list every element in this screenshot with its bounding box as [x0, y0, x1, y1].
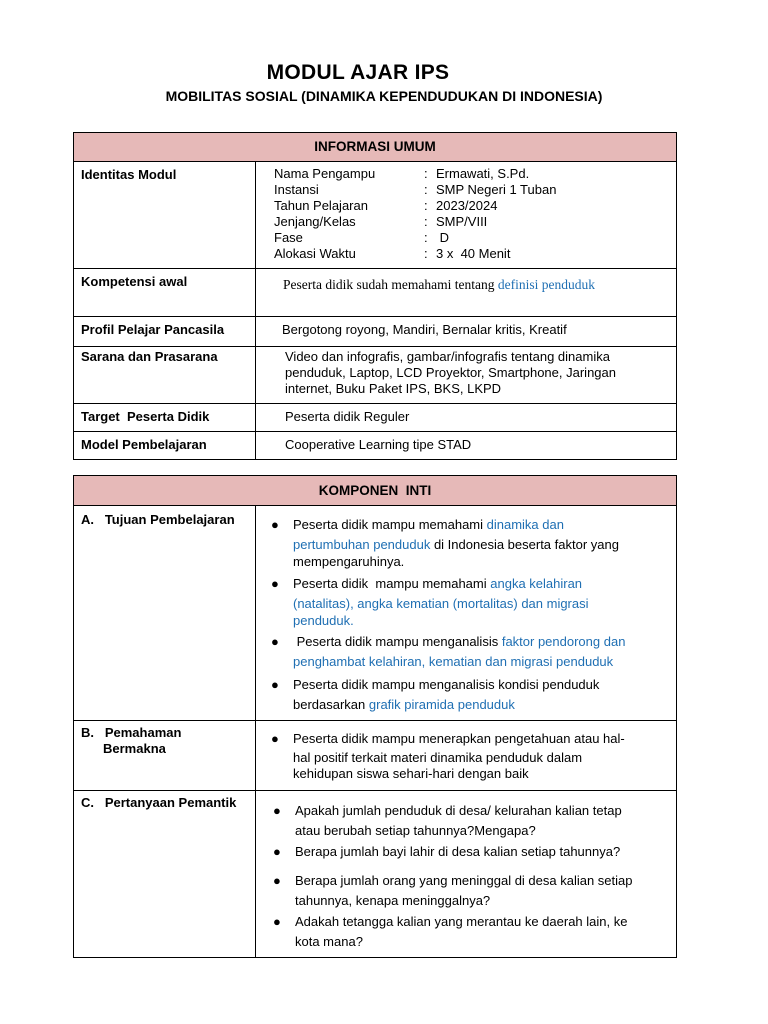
tujuan-text: Peserta didik mampu menganalisis kondisi penduduk [293, 677, 600, 692]
model-value: Cooperative Learning tipe STAD [285, 437, 472, 452]
informasi-umum-table [73, 132, 677, 460]
document-subtitle: MOBILITAS SOSIAL (DINAMIKA KEPENDUDUKAN DI INDONESIA) [165, 88, 603, 104]
tujuan-item [271, 515, 673, 570]
identitas-value: D [436, 230, 449, 245]
identitas-key: Alokasi Waktu [274, 246, 356, 261]
tujuan-item [271, 675, 673, 715]
pemahaman-label-line: Bermakna [103, 741, 166, 756]
pemantik-line: Adakah tetangga kalian yang merantau ke daerah lain, ke [295, 914, 628, 929]
identitas-key: Instansi [274, 182, 319, 197]
pemantik-item [273, 801, 675, 840]
komponen-inti-heading: KOMPONEN INTI [74, 476, 676, 506]
profil-value: Bergotong royong, Mandiri, Bernalar kritis, Kreatif [282, 322, 567, 337]
pemantik-line: Apakah jumlah penduduk di desa/ kelurahan kalian tetap [295, 803, 622, 818]
identitas-key: Fase [274, 230, 303, 245]
bullet-icon: ● [271, 731, 279, 746]
pemantik-line: atau berubah setiap tahunnya?Mengapa? [295, 822, 536, 838]
identitas-key: Nama Pengampu [274, 166, 376, 181]
tujuan-highlight: penghambat kelahiran, kematian dan migrasi penduduk [293, 653, 614, 669]
sarana-value [285, 349, 616, 397]
tujuan-highlight: grafik piramida penduduk [368, 696, 515, 712]
tujuan-text: Peserta didik mampu memahami [293, 517, 487, 532]
pemahaman-line: hal positif terkait materi dinamika penduduk dalam [293, 749, 583, 765]
bullet-icon: ● [273, 873, 281, 888]
sarana-line: internet, Buku Paket IPS, BKS, LKPD [285, 381, 502, 396]
pemahaman-line: kehidupan siswa sehari-hari dengan baik [293, 765, 529, 781]
profil-label: Profil Pelajar Pancasila [81, 322, 225, 337]
tujuan-text: Peserta didik mampu menganalisis [293, 634, 502, 649]
kompetensi-link: definisi penduduk [497, 277, 595, 292]
tujuan-highlight: dinamika dan [486, 517, 564, 532]
pemantik-line: Berapa jumlah orang yang meninggal di desa kalian setiap [295, 873, 633, 888]
identitas-sep: : [424, 182, 428, 197]
tujuan-label: A. Tujuan Pembelajaran [81, 512, 235, 527]
identitas-key: Tahun Pelajaran [274, 198, 368, 213]
pemahaman-item [271, 729, 673, 782]
bullet-icon: ● [271, 517, 279, 532]
tujuan-highlight: faktor pendorong dan [501, 634, 626, 649]
identitas-sep: : [424, 230, 428, 245]
bullet-icon: ● [273, 844, 281, 859]
sarana-line: penduduk, Laptop, LCD Proyektor, Smartphone, Jaringan [285, 365, 616, 380]
tujuan-text: di Indonesia beserta faktor yang [430, 536, 619, 552]
tujuan-text: berdasarkan [293, 696, 369, 712]
sarana-line: Video dan infografis, gambar/infografis tentang dinamika [285, 349, 610, 364]
target-value: Peserta didik Reguler [285, 409, 410, 424]
kompetensi-value [283, 277, 595, 293]
tujuan-text: mempengaruhinya. [293, 553, 405, 569]
identitas-details [274, 166, 664, 266]
bullet-icon: ● [273, 803, 281, 818]
identitas-value: 2023/2024 [436, 198, 498, 213]
pemantik-label: C. Pertanyaan Pemantik [81, 795, 237, 810]
informasi-umum-heading: INFORMASI UMUM [74, 133, 676, 162]
tujuan-highlight: angka kelahiran [490, 576, 583, 591]
bullet-icon: ● [271, 677, 279, 692]
sarana-label: Sarana dan Prasarana [81, 349, 218, 364]
pemahaman-label-line: B. Pemahaman [81, 725, 182, 740]
pemahaman-line: Peserta didik mampu menerapkan pengetahuan atau hal- [293, 731, 625, 746]
identitas-value: Ermawati, S.Pd. [436, 166, 530, 181]
tujuan-highlight: pertumbuhan penduduk [293, 536, 431, 552]
tujuan-item [271, 574, 673, 629]
identitas-value: 3 x 40 Menit [436, 246, 511, 261]
tujuan-highlight: penduduk. [293, 612, 354, 628]
bullet-icon: ● [273, 914, 281, 929]
tujuan-text: Peserta didik mampu memahami [293, 576, 491, 591]
identitas-value: SMP/VIII [436, 214, 488, 229]
identitas-sep: : [424, 246, 428, 261]
tujuan-item [271, 632, 673, 672]
identitas-sep: : [424, 214, 428, 229]
pemantik-item [273, 871, 675, 910]
pemantik-line: Berapa jumlah bayi lahir di desa kalian setiap tahunnya? [295, 844, 621, 859]
komponen-inti-table [73, 475, 677, 958]
identitas-key: Jenjang/Kelas [274, 214, 356, 229]
tujuan-highlight: (natalitas), angka kematian (mortalitas) dan migrasi [293, 595, 589, 611]
identitas-value: SMP Negeri 1 Tuban [436, 182, 557, 197]
pemantik-item [273, 912, 675, 951]
identitas-label: Identitas Modul [81, 167, 177, 182]
identitas-sep: : [424, 198, 428, 213]
pemahaman-label [81, 725, 181, 757]
pemantik-item [273, 842, 675, 862]
pemantik-line: tahunnya, kenapa meninggalnya? [295, 892, 491, 908]
bullet-icon: ● [271, 576, 279, 591]
identitas-sep: : [424, 166, 428, 181]
bullet-icon: ● [271, 634, 279, 649]
model-label: Model Pembelajaran [81, 437, 207, 452]
pemantik-line: kota mana? [295, 933, 363, 949]
kompetensi-label: Kompetensi awal [81, 274, 188, 289]
kompetensi-text: Peserta didik sudah memahami tentang [283, 277, 498, 292]
document-title: MODUL AJAR IPS [266, 61, 450, 84]
target-label: Target Peserta Didik [81, 409, 210, 424]
